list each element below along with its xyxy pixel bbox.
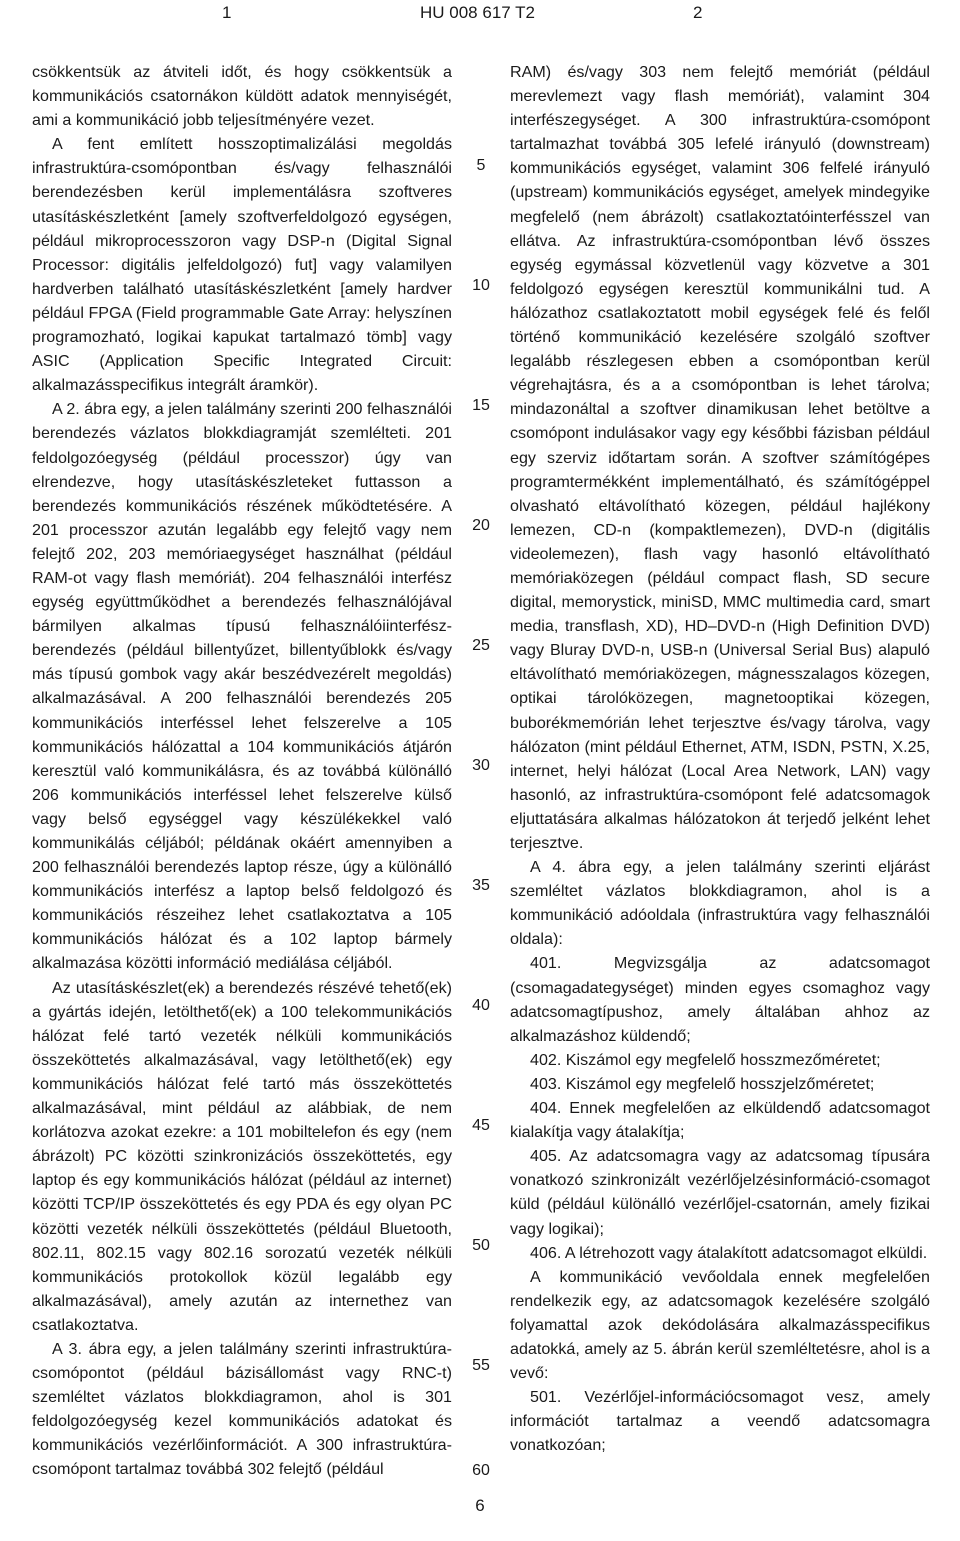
list-item: 406. A létrehozott vagy átalakított adatcsomagot elküldi. — [530, 1243, 928, 1262]
paragraph: A 3. ábra egy, a jelen találmány szerinti infrastruktúra-csomópontot (például bázisállomást vagy RNC-t) szemléltet vázlatos blokkdiagramon, ahol is 301 feldolgozóegység kezel kommunikációs adatokat és kommunikációs vezérlőinformációt. A 300 infrastruktúra-csomópont tartalmaz továbbá 302 felejtő (például — [32, 1339, 452, 1479]
paragraph: RAM) és/vagy 303 nem felejtő memóriát (például merevlemezt vagy flash memóriát), valamint 304 interfészegységet. A 300 infrastruktúra-csomópont tartalmazhat továbbá 305 lefelé irányuló (downstream) kommunikációs egységet, valamint 306 felfelé irányuló (upstream) kommunikációs egységet, amelyek mindegyike megfelelő (nem ábrázolt) csatlakoztatóinterfésszel van ellátva. Az infrastruktúra-csomópontban lévő összes egység egymással közvetlenül vagy közvetve a 301 feldolgozó egységen keresztül kommunikálni tud. A hálózathoz csatlakoztatott mobil egységek felé és felől történő kommunikáció kezelésére szolgáló szoftver legalább részlegesen ebben a csomópontban kerül végrehajtásra, és a a csomópontban is lehet tárolva; mindazonáltal a szoftver dinamikusan lehet betöltve a csomópont indulásakor vagy egy későbbi fázisban például egy szerviz időtartam során. A szoftver számítógépes programtermékként implementálható, és számítógéppel olvasható eltávolítható közegen, például hajlékony lemezen, CD-n (kompaktlemezen), DVD-n (digitális videolemezen), flash vagy hasonló eltávolítható memóriaközegen (például compact flash, SD secure digital, memorystick, miniSD, MMC multimedia card, smart media, transflash, XD), HD–DVD-n (High Definition DVD) vagy Bluray DVD-n, USB-n (Universal Serial Bus) alapuló eltávolítható memóriaközegen, mágnesszalagos közegen, optikai tárolóközegen, magnetooptikai közegen, buborékmemórián lehet terjesztve és/vagy tárolva, vagy hálózaton (mint például Ethernet, ATM, ISDN, PSTN, X.25, internet, helyi hálózat (Local Area Network, LAN) vagy hasonló, az infrastruktúra-csomópont felé adatcsomagok eljuttatására alkalmas hálózatokon át terjedő jelként lehet terjesztve. — [510, 63, 930, 852]
line-number: 30 — [472, 757, 490, 774]
line-number: 25 — [472, 637, 490, 654]
line-number: 10 — [472, 277, 490, 294]
list-item: 403. Kiszámol egy megfelelő hosszjelzőméretet; — [530, 1074, 875, 1093]
paragraph: A fent említett hosszoptimalizálási megoldás infrastruktúra-csomópontban és/vagy felhasználói berendezésben kerül implementálásra szoftveres utasításkészletként [amely szoftverfeldolgozó egységen, például mikroprocesszoron vagy DSP-n (Digital Signal Processor: digitális jelfeldolgozó) fut] vagy valamilyen hardverben található utasításkészletként [amely hardver például FPGA (Field programmable Gate Array: helyszínen programozható, logikai kapukat tartalmazó tömb] vagy ASIC (Application Specific Integrated Circuit: alkalmazásspecifikus integrált áramkör). — [32, 135, 452, 395]
list-item: 404. Ennek megfelelően az elküldendő adatcsomagot kialakítja vagy átalakítja; — [510, 1099, 930, 1142]
left-text-column — [32, 60, 452, 1482]
line-number: 20 — [472, 517, 490, 534]
footer-page-number: 6 — [475, 1496, 485, 1515]
page-header — [0, 0, 960, 30]
right-page-number: 2 — [693, 3, 703, 22]
line-number: 5 — [476, 157, 486, 174]
line-number: 35 — [472, 877, 490, 894]
left-page-number: 1 — [222, 3, 232, 22]
line-number: 50 — [472, 1237, 490, 1254]
paragraph: A 2. ábra egy, a jelen találmány szerinti 200 felhasználói berendezés vázlatos blokkdiagramját szemlélteti. 201 feldolgozóegység (például processzor) úgy van elrendezve, hogy utasításkészleteket futtasson a berendezés kommunikációs részének működtetésére. A 201 processzor azután legalább egy felejtő vagy nem felejtő 202, 203 memóriaegységet használhat (például RAM-ot vagy flash memóriát). 204 felhasználói interfész egység együttműködhet a berendezés felhasználójával bármilyen alkalmas típusú felhasználóiinterfész-berendezés (például billentyűzet, billentyűblokk és/vagy más típusú gombok vagy akár beszédvezérelt megoldás) alkalmazásával. A 200 felhasználói berendezés 205 kommunikációs interféssel lehet felszerelve a 105 kommunikációs hálózattal a 104 kommunikációs átjárón keresztül való kommunikálásra, és az továbbá különálló 206 kommunikációs interféssel lehet felszerelve külső vagy belső egységgel vagy készülékekkel való kommunikálás céljából; példának okáért amennyiben a 200 felhasználói berendezés laptop része, úgy a különálló kommunikációs interfész a laptop belső feldolgozó és kommunikációs részeihez lehet csatlakoztatva a 105 kommunikációs hálózat és a 102 laptop bármely alkalmazása közötti információ mediálása céljából. — [32, 400, 452, 973]
paragraph: csökkentsük az átviteli időt, és hogy csökkentsük a kommunikációs csatornákon küldött adatok mennyiségét, ami a kommunikáció jobb teljesítményére vezet. — [32, 63, 452, 130]
list-item: 402. Kiszámol egy megfelelő hosszmezőméretet; — [530, 1050, 881, 1069]
paragraph: Az utasításkészlet(ek) a berendezés részévé tehető(ek) a gyártás idején, letölthető(ek) a 100 telekommunikációs hálózat felé tartó vezeték nélküli kommunikációs összeköttetés alkalmazásával, vagy letölthető(ek) egy kommunikációs hálózat felé tartó más összeköttetés alkalmazásával, mint például az alábbiak, de nem korlátozva azokat ezekre: a 101 mobiltelefon és egy (nem ábrázolt) PC közötti szinkronizációs összeköttetés, egy laptop és egy kommunikációs hálózat (például az internet) közötti TCP/IP összeköttetés és egy PDA és egy olyan PC közötti vezeték nélküli összeköttetés (például Bluetooth, 802.11, 802.15 vagy 802.16 sorozatú vezeték nélküli kommunikációs protokollok közül legalább egy alkalmazásával), amely azután az internethez van csatlakoztatva. — [32, 978, 452, 1334]
page-footer — [0, 1496, 960, 1516]
line-number: 40 — [472, 997, 490, 1014]
paragraph: A kommunikáció vevőoldala ennek megfelelően rendelkezik egy, az adatcsomagok kezelésére szolgáló folyamattal azok dekódolására alkalmazásspecifikus adatokká, amely az 5. ábrán kerül szemléltetésre, ahol is a vevő: — [510, 1267, 930, 1383]
right-text-column — [510, 60, 930, 1457]
paragraph: A 4. ábra egy, a jelen találmány szerinti eljárást szemléltet vázlatos blokkdiagramon, ahol is a kommunikáció adóoldala (infrastruktúra vagy felhasználói oldala): — [510, 858, 930, 949]
document-id: HU 008 617 T2 — [420, 3, 535, 22]
line-number: 15 — [472, 397, 490, 414]
list-item: 401. Megvizsgálja az adatcsomagot (csomagadategységet) minden egyes csomaghoz vagy adatcsomagtípushoz, amely általában ahhoz az alkalmazáshoz küldendő; — [510, 954, 930, 1045]
list-item: 501. Vezérlőjel-információcsomagot vesz, amely információt tartalmaz a veendő adatcsomagra vonatkozóan; — [510, 1388, 930, 1455]
list-item: 405. Az adatcsomagra vagy az adatcsomag típusára vonatkozó szinkronizált vezérlőjelzésinformáció-csomagot küld (például különálló vezérlőjel-csatornán, amely fizikai vagy logikai); — [510, 1147, 930, 1238]
line-number: 60 — [472, 1462, 490, 1479]
line-number: 55 — [472, 1357, 490, 1374]
line-number: 45 — [472, 1117, 490, 1134]
